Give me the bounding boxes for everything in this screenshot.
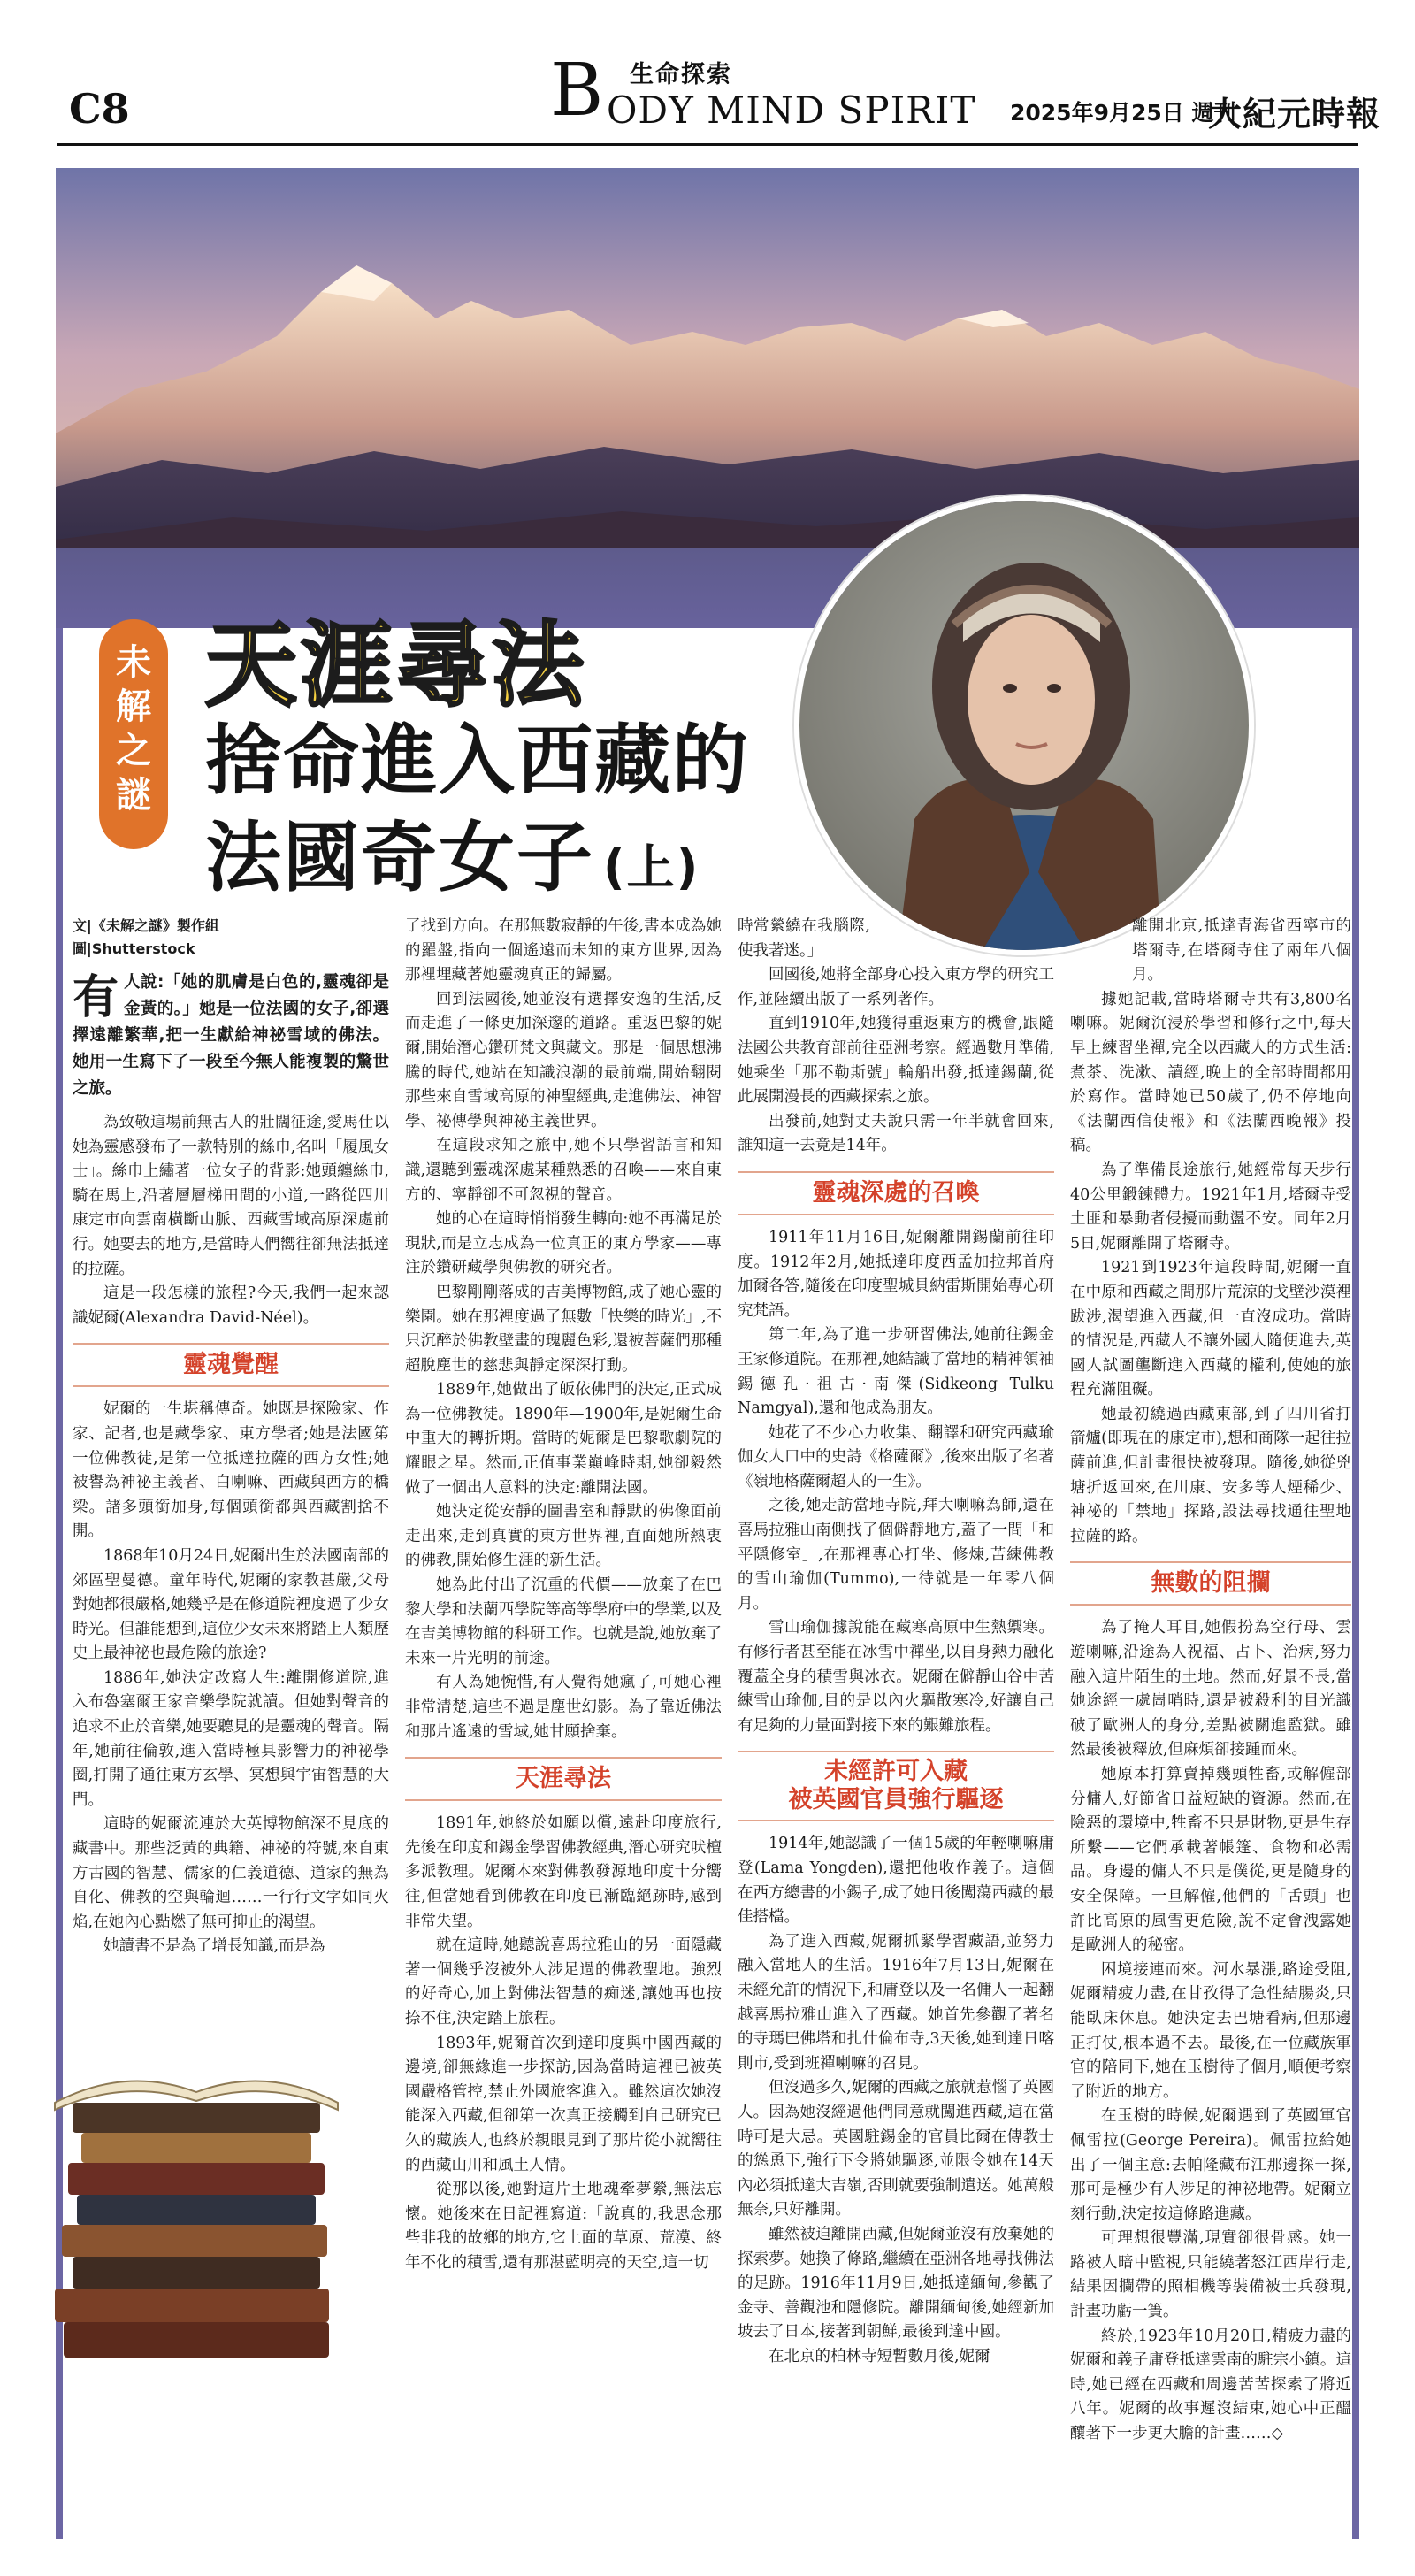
- mountain-photo: [56, 168, 1359, 584]
- headline-part: (上): [603, 840, 700, 895]
- paragraph: 1914年,她認識了一個15歲的年輕喇嘛庸登(Lama Yongden),還把他收作義子。這個在西方總書的小錫子,成了她日後闖蕩西藏的最佳搭檔。: [738, 1835, 1054, 1927]
- paragraph: 雖然被迫離開西藏,但妮爾並沒有放棄她的探索夢。她換了條路,繼續在亞洲各地尋找佛法的足跡。1916年11月9日,她抵達緬甸,參觀了金寺、善觀池和隱修院。離開緬甸後,她經新加坡去了日本,接著到朝鮮,最後到達中國。: [738, 2225, 1054, 2342]
- paragraph: 巴黎剛剛落成的吉美博物館,成了她心靈的樂園。她在那裡度過了無數「快樂的時光」,不只沉醉於佛教壁畫的瑰麗色彩,還被菩薩們那種超脫塵世的慈悲與靜定深深打動。: [405, 1283, 722, 1375]
- headline-line2: [205, 796, 700, 906]
- paragraph: 1886年,她決定改寫人生:離開修道院,進入布魯塞爾王家音樂學院就讀。但她對聲音的追求不止於音樂,她要聽見的是靈魂的聲音。隔年,她前往倫敦,進入當時極具影響力的神祕學圈,打開了通往東方玄學、冥想與宇宙智慧的大門。: [73, 1668, 389, 1809]
- drop-cap: 有: [73, 971, 119, 1024]
- paragraph: 為了進入西藏,妮爾抓緊學習藏語,並努力融入當地人的生活。1916年7月13日,妮爾在未經允許的情況下,和庸登以及一名傭人一起翻越喜馬拉雅山進入了西藏。她首先參觀了著名的寺瑪巴佛塔和扎什倫布寺,3天後,她到達日喀則市,受到班禪喇嘛的召見。: [738, 1932, 1054, 2073]
- paragraph: 雪山瑜伽據說能在藏寒高原中生熱禦寒。有修行者甚至能在冰雪中禪坐,以自身熱力融化覆蓋全身的積雪與冰衣。妮爾在僻靜山谷中苦練雪山瑜伽,目的是以內火驅散寒冷,好讓自己有足夠的力量面對接下來的艱難旅程。: [738, 1619, 1054, 1735]
- paragraph: 她原本打算賣掉幾頭牲畜,或解僱部分傭人,好節省日益短缺的資源。然而,在險惡的環境中,牲畜不只是財物,更是生存所繫——它們承載著帳篷、食物和必需品。身邊的傭人不只是僕從,更是隨身的安全保障。一旦解僱,他們的「舌頭」也許比高原的風雪更危險,說不定會洩露她是歐洲人的秘密。: [1070, 1766, 1351, 1955]
- paragraph: 在北京的柏林寺短暫數月後,妮爾: [769, 2347, 990, 2365]
- section-initial: B: [550, 49, 604, 133]
- paragraph: 在這段求知之旅中,她不只學習語言和知識,還聽到靈魂深處某種熟悉的召喚——來自東方的、寧靜卻不可忽視的聲音。: [405, 1137, 722, 1204]
- subheading: 天涯尋法: [405, 1757, 722, 1801]
- paragraph: 就在這時,她聽說喜馬拉雅山的另一面隱藏著一個幾乎沒被外人涉足過的佛教聖地。強烈的好奇心,加上對佛法智慧的痴迷,讓她再也按捺不住,決定踏上旅程。: [405, 1936, 722, 2028]
- books-photo: [37, 2057, 356, 2362]
- subheading: [738, 1751, 1054, 1821]
- byline-text: 文|《未解之謎》製作組: [73, 917, 219, 934]
- paragraph: 為了掩人耳目,她假扮為空行母、雲遊喇嘛,沿途為人祝福、占卜、治病,努力融入這片陌生的土地。然而,好景不長,當她途經一處崗哨時,還是被殺利的目光識破了歐洲人的身分,差點被關進監獄。雖然最後被釋放,但麻煩卻接踵而來。: [1070, 1619, 1351, 1760]
- headline: 天涯尋法: [205, 611, 588, 719]
- paragraph: 為了準備長途旅行,她經常每天步行40公里鍛鍊體力。1921年1月,塔爾寺受土匪和暴動者侵擾而動盪不安。同年2月5日,妮爾離開了塔爾寺。: [1070, 1161, 1351, 1253]
- paragraph: 為致敬這場前無古人的壯闊征途,愛馬仕以她為靈感發布了一款特別的絲巾,名叫「履風女士」。絲巾上繡著一位女子的背影:她頭纏絲巾,騎在馬上,沿著層層梯田間的小道,一路從四川康定市向雲南橫斷山脈、西藏雪域高原深處前行。她要去的地方,是當時人們嚮往卻無法抵達的拉薩。: [73, 1114, 389, 1278]
- lead-text: 人說:「她的肌膚是白色的,靈魂卻是金黃的。」她是一位法國的女子,卻選擇遠離繁華,把一生獻給神祕雪域的佛法。她用一生寫下了一段至今無人能複製的驚世之旅。: [73, 973, 389, 1098]
- subheading: 靈魂深處的召喚: [738, 1171, 1054, 1215]
- article-column-2: [405, 915, 722, 2275]
- headline-line1: 捨命進入西藏的: [205, 717, 750, 805]
- paragraph: 她的心在這時悄悄發生轉向:她不再滿足於現狀,而是立志成為一位真正的東方學家——專注於鑽研藏學與佛教的研究者。: [405, 1210, 722, 1277]
- article-column-4: [1070, 915, 1351, 2447]
- paragraph: 1891年,她終於如願以償,遠赴印度旅行,先後在印度和錫金學習佛教經典,潛心研究吠檀多派教理。妮爾本來對佛教發源地印度十分嚮往,但當她看到佛教在印度已漸臨絕跡時,感到非常失望。: [405, 1814, 722, 1930]
- paragraph: 但沒過多久,妮爾的西藏之旅就惹惱了英國人。因為她沒經過他們同意就闖進西藏,這在當時可是大忌。英國駐錫金的官員比爾在傳教士的慫恿下,強行下令將她驅逐,並限令她在14天內必須抵達大吉嶺,否則就要強制遣送。她萬般無奈,只好離開。: [738, 2079, 1054, 2220]
- article-column-3: [738, 915, 1054, 2369]
- subheading-line: 被英國官員強行驅逐: [788, 1786, 1004, 1814]
- portrait-photo: [794, 495, 1254, 955]
- paragraph: 據她記載,當時塔爾寺共有3,800名喇嘛。妮爾沉浸於學習和修行之中,每天早上練習坐禪,完全以西藏人的方式生活:煮茶、洗漱、讀經,晚上的全部時間都用於寫作。當時她已50歲了,仍不停地向《法蘭西信使報》和《法蘭西晚報》投稿。: [1070, 990, 1351, 1155]
- paragraph: 直到1910年,她獲得重返東方的機會,跟隨法國公共教育部前往亞洲考察。經過數月準備,她乘坐「那不勒斯號」輪船出發,抵達錫蘭,從此展開漫長的西藏探索之旅。: [738, 1015, 1054, 1107]
- paragraph: 有人為她惋惜,有人覺得她瘋了,可她心裡非常清楚,這些不過是塵世幻影。為了靠近佛法和那片遙遠的雪域,她甘願捨棄。: [405, 1674, 722, 1741]
- subheading: 無數的阻攔: [1070, 1561, 1351, 1606]
- page-number: C8: [69, 85, 130, 133]
- paragraph: 了找到方向。在那無數寂靜的午後,書本成為她的羅盤,指向一個遙遠而未知的東方世界,因為那裡埋藏著她靈魂真正的歸屬。: [405, 917, 722, 985]
- subheading: 靈魂覺醒: [73, 1343, 389, 1387]
- masthead: [0, 0, 1415, 156]
- badge-char: 之: [116, 731, 151, 771]
- issue-date: 2025年9月25日 週刊: [1010, 100, 1236, 126]
- badge-char: 謎: [116, 775, 151, 816]
- headline-line2-text: 法國奇女子: [205, 814, 594, 902]
- article-column-1: [73, 915, 389, 1959]
- paragraph: 可理想很豐滿,現實卻很骨感。她一路被人暗中監視,只能繞著怒江西岸行走,結果因攔帶的照相機等裝備被士兵發現,計畫功虧一簣。: [1070, 2229, 1351, 2321]
- paragraph: 這是一段怎樣的旅程?今天,我們一起來認識妮爾(Alexandra David-Néel)。: [73, 1284, 389, 1327]
- paragraph: 第二年,為了進一步研習佛法,她前往錫金王家修道院。在那裡,她結識了當地的精神領袖錫德孔·祖古·南傑(Sidkeong Tulku Namgyal),還和他成為朋友。: [738, 1326, 1054, 1418]
- paragraph: 1868年10月24日,妮爾出生於法國南部的郊區聖曼德。童年時代,妮爾的家教甚嚴,父母對她都很嚴格,她幾乎是在修道院裡度過了少女時光。但誰能想到,這位少女未來將踏上人類歷史上最神祕也最危險的旅途?: [73, 1546, 389, 1663]
- paragraph: 從那以後,她對這片土地魂牽夢縈,無法忘懷。她後來在日記裡寫道:「說真的,我思念那些非我的故鄉的地方,它上面的草原、荒漠、終年不化的積雪,還有那湛藍明亮的天空,這一切: [405, 2181, 722, 2272]
- section-title-en: ODY MIND SPIRIT: [607, 88, 976, 132]
- paragraph: 她決定從安靜的圖書室和靜默的佛像面前走出來,走到真實的東方世界裡,直面她所熱衷的佛教,開始修生涯的新生活。: [405, 1503, 722, 1570]
- badge-char: 未: [116, 642, 151, 683]
- paragraph: 她最初繞過西藏東部,到了四川省打箭爐(即現在的康定市),想和商隊一起往拉薩前進,但計畫很快被發現。隨後,她從兇塘折返回來,在川康、安多等人煙稀少、神祕的「禁地」探路,設法尋找通往聖地拉薩的路。: [1070, 1405, 1351, 1545]
- newspaper-logo: 大紀元時報: [1208, 94, 1381, 134]
- paragraph: 困境接連而來。河水暴漲,路途受阻,妮爾精疲力盡,在甘孜得了急性結腸炎,只能臥床休息。她決定去巴塘看病,但那邊正打仗,根本過不去。最後,在一位藏族軍官的陪同下,她在玉樹待了個月,順便考察了附近的地方。: [1070, 1960, 1351, 2101]
- paragraph: 1889年,她做出了皈依佛門的決定,正式成為一位佛教徒。1890年—1900年,是妮爾生命中重大的轉折期。當時的妮爾是巴黎歌劇院的耀眼之星。然而,正值事業巔峰時期,她卻毅然做了一個出人意料的決定:離開法國。: [405, 1381, 722, 1497]
- lead-paragraph: [73, 970, 389, 1102]
- paragraph: 她為此付出了沉重的代價——放棄了在巴黎大學和法蘭西學院等高等學府中的學業,以及在吉美博物館的科研工作。也就是說,她放棄了未來一片光明的前途。: [405, 1576, 722, 1668]
- paragraph: 終於,1923年10月20日,精疲力盡的妮爾和義子庸登抵達雲南的駐宗小鎮。這時,她已經在西藏和周邊苦苦探索了將近八年。妮爾的故事遲沒結束,她心中正醞釀著下一步更大膽的計畫……◇: [1070, 2327, 1351, 2443]
- section-title-cn: 生命探索: [630, 61, 732, 88]
- paragraph: 在玉樹的時候,妮爾遇到了英國軍官佩雷拉(George Pereira)。佩雷拉給她出了一個主意:去帕隆藏布江那邊探一探,那可是極少有人涉足的神祕地帶。妮爾立刻行動,決定按這條路進藏。: [1070, 2107, 1351, 2223]
- paragraph: 1921到1923年這段時間,妮爾一直在中原和西藏之間那片荒涼的戈壁沙漠裡跋涉,渴望進入西藏,但一直沒成功。當時的情況是,西藏人不讓外國人隨便進去,英國人試圖壟斷進入西藏的權利,使她的旅程充滿阻礙。: [1070, 1259, 1351, 1399]
- paragraph: 出發前,她對丈夫說只需一年半就會回來,誰知這一去竟是14年。: [738, 1112, 1054, 1155]
- mystery-badge: [99, 619, 168, 849]
- paragraph: 妮爾的一生堪稱傳奇。她既是探險家、作家、記者,也是藏學家、東方學者;她是法國第一位佛教徒,是第一位抵達拉薩的西方女性;她被譽為神祕主義者、白喇嘛、西藏與西方的橋梁。諸多頭銜加身,每個頭銜都與西藏割捨不開。: [73, 1400, 389, 1541]
- paragraph: 離開北京,抵達青海省西寧市的塔爾寺,在塔爾寺住了兩年八個月。: [1132, 917, 1351, 985]
- paragraph: 她讀書不是為了增長知識,而是為: [103, 1937, 325, 1956]
- woman-portrait-image: [799, 501, 1254, 955]
- subheading-line: 未經許可入藏: [824, 1758, 968, 1786]
- paragraph: 回到法國後,她並沒有選擇安逸的生活,反而走進了一條更加深邃的道路。重返巴黎的妮爾,開始潛心鑽研梵文與藏文。那是一個思想沸騰的時代,她站在知識浪潮的最前端,開始翻閱那些來自雪域高原的神聖經典,走進佛法、神智學、祕傳學與神祕主義世界。: [405, 990, 722, 1131]
- paragraph: 回國後,她將全部身心投入東方學的研究工作,並陸續出版了一系列著作。: [738, 966, 1054, 1008]
- paragraph: 1893年,妮爾首次到達印度與中國西藏的邊境,卻無緣進一步探訪,因為當時這裡已被英國嚴格管控,禁止外國旅客進入。雖然這次她沒能深入西藏,但卻第一次真正接觸到自己研究已久的藏族人,也終於親眼見到了那片從小就嚮往的西藏山川和風土人情。: [405, 2034, 722, 2174]
- byline-image: 圖|Shutterstock: [73, 940, 195, 957]
- paragraph: 1911年11月16日,妮爾離開錫蘭前往印度。1912年2月,她抵達印度西孟加拉邦首府加爾各答,隨後在印度聖城貝納雷斯開始專心研究梵語。: [738, 1228, 1054, 1320]
- paragraph: 時常縈繞在我腦際,使我著迷。」: [738, 917, 870, 960]
- frame-right: [1352, 628, 1359, 2539]
- badge-char: 解: [116, 686, 151, 727]
- paragraph: 之後,她走訪當地寺院,拜大喇嘛為師,還在喜馬拉雅山南側找了個僻靜地方,蓋了一間「和平隱修室」,在那裡專心打坐、修煉,苦練佛教的雪山瑜伽(Tummo),一待就是一年零八個月。: [738, 1497, 1054, 1613]
- masthead-rule: [57, 143, 1358, 146]
- paragraph: 她花了不少心力收集、翻譯和研究西藏瑜伽女人口中的史詩《格薩爾》,後來出版了名著《嶺地格薩爾超人的一生》。: [738, 1423, 1054, 1491]
- paragraph: 這時的妮爾流連於大英博物館深不見底的藏書中。那些泛黃的典籍、神祕的符號,來自東方古國的智慧、儒家的仁義道德、道家的無為自化、佛教的空與輪迴……一行行文字如同火焰,在她內心點燃了無可抑止的渴望。: [73, 1815, 389, 1931]
